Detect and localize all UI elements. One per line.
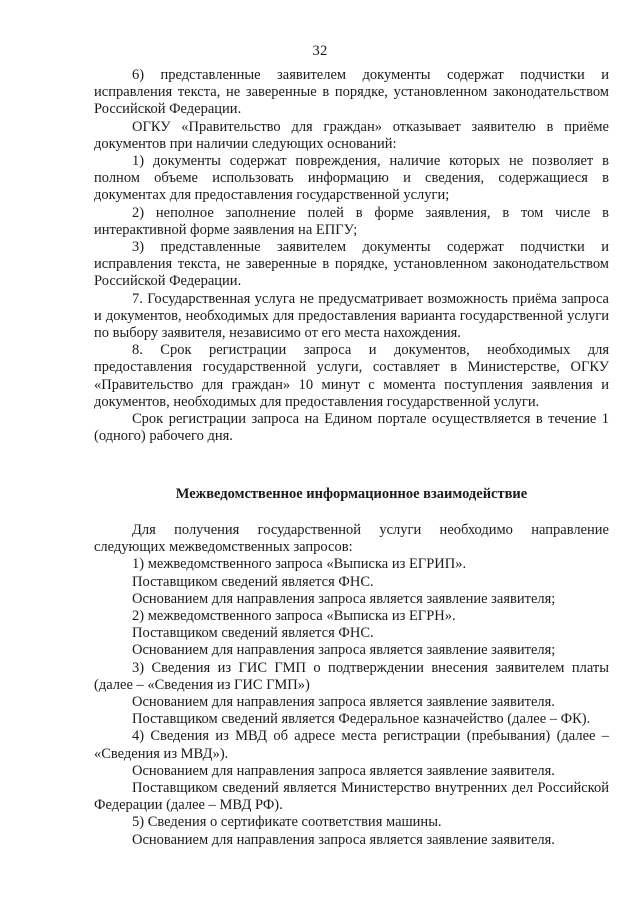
paragraph: 3) представленные заявителем документы содержат подчистки и исправления текста, не заверенные в порядке, установленном законодательством Российской Федерации. [94,239,609,290]
paragraph: Основанием для направления запроса является заявление заявителя; [132,590,556,607]
paragraph: 5) Сведения о сертификате соответствия машины. [132,814,442,831]
paragraph: Основанием для направления запроса является заявление заявителя. [132,762,555,779]
page-number: 32 [312,43,328,59]
paragraph: 3) Сведения из ГИС ГМП о подтверждении внесения заявителем платы (далее – «Сведения из ГИС ГМП») [94,659,609,693]
section-heading: Межведомственное информационное взаимодействие [175,486,528,502]
paragraph: 1) документы содержат повреждения, наличие которых не позволяет в полном объеме использовать информацию и сведения, содержащиеся в документах для предоставления государственной услуги; [94,153,609,204]
paragraph: Поставщиком сведений является ФНС. [132,573,374,590]
paragraph: 7. Государственная услуга не предусматривает возможность приёма запроса и документов, необходимых для предоставления варианта государственной услуги по выбору заявителя, независимо от его места нахождения. [94,290,609,342]
section-bottom [94,522,609,849]
paragraph: Основанием для направления запроса является заявление заявителя. [132,831,555,848]
paragraph: 8. Срок регистрации запроса и документов, необходимых для предоставления государственной услуги, составляет в Министерстве, ОГКУ «Правительство для граждан» 10 минут с момента поступления заявления и документов, необходимых для предоставления государственной услуги. [94,342,609,410]
paragraph: Срок регистрации запроса на Едином портале осуществляется в течение 1 (одного) рабочего дня. [94,411,609,445]
paragraph: Основанием для направления запроса является заявление заявителя. [132,694,555,711]
paragraph: Для получения государственной услуги необходимо направление следующих межведомственных запросов: [94,522,609,556]
paragraph: ОГКУ «Правительство для граждан» отказывает заявителю в приёме документов при наличии следующих оснований: [94,118,609,152]
section-top [94,67,609,445]
paragraph: 4) Сведения из МВД об адресе места регистрации (пребывания) (далее – «Сведения из МВД»). [94,728,609,762]
paragraph: Поставщиком сведений является Министерство внутренних дел Российской Федерации (далее – МВД РФ). [94,780,609,814]
paragraph: Поставщиком сведений является Федеральное казначейство (далее – ФК). [132,711,591,728]
paragraph: 2) неполное заполнение полей в форме заявления, в том числе в интерактивной форме заявления на ЕПГУ; [94,204,609,238]
paragraph: Основанием для направления запроса является заявление заявителя; [132,642,556,659]
paragraph: Поставщиком сведений является ФНС. [132,625,374,642]
paragraph: 1) межведомственного запроса «Выписка из ЕГРИП». [132,556,467,573]
paragraph: 6) представленные заявителем документы содержат подчистки и исправления текста, не заверенные в порядке, установленном законодательством Российской Федерации. [94,67,609,118]
paragraph: 2) межведомственного запроса «Выписка из ЕГРН». [132,608,456,625]
